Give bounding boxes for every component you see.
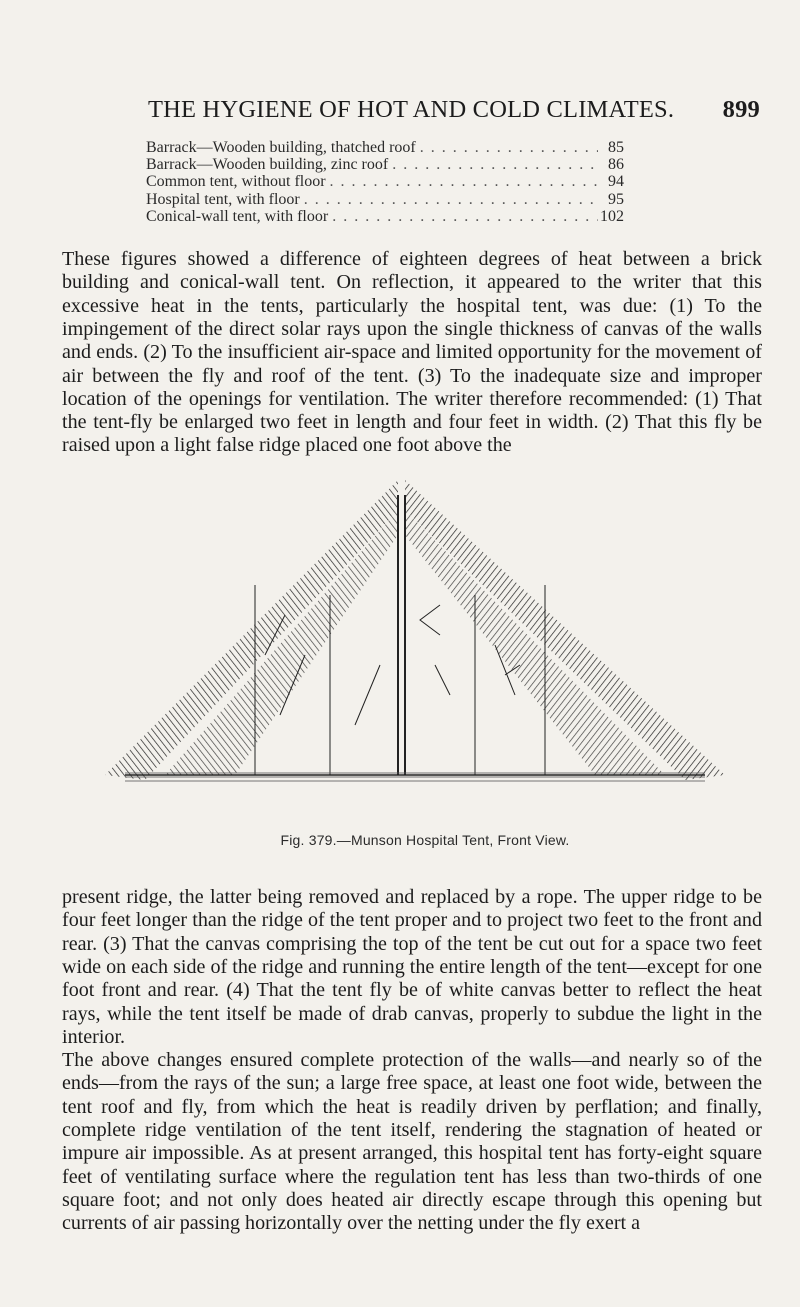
tent-figure [105, 475, 725, 815]
body-paragraph-continuation: present ridge, the latter being removed and replaced by a rope. The upper ridge to be four feet longer than the ridge of the tent proper and to project two feet to the front and rear. (3) That the canvas comprising the top of the tent be cut out for a space two feet wide on each side of the ridge and running the entire length of the tent—except for one foot front and rear. (4) That the tent fly be of white canvas better to reflect the heat rays, while the tent itself be made of drab canvas, properly to subdue the light in the interior. [62, 886, 762, 1048]
hospital-tent-illustration [105, 475, 725, 815]
table-row-value: 95 [608, 190, 624, 208]
table-row [146, 139, 624, 156]
table-row-value: 102 [600, 207, 624, 225]
table-row-value: 94 [608, 173, 624, 191]
table-row [146, 191, 624, 208]
table-row-label: Barrack—Wooden building, thatched roof [146, 139, 416, 156]
table-row-label: Conical-wall tent, with floor [146, 207, 329, 225]
body-paragraph-conclusion: The above changes ensured complete protection of the walls—and nearly so of the ends—from the rays of the sun; a large free space, at least one foot wide, between the tent roof and fly, from which the heat is readily driven by perflation; and finally, complete ridge ventilation of the tent itself, rendering the stagnation of heated or impure air impossible. As at present arranged, this hospital tent has forty-eight square feet of ventilating surface where the regulation tent has less than two-thirds of one square foot; and not only does heated air directly escape through this opening but currents of air passing horizontally over the netting under the fly exert a [62, 1049, 762, 1235]
table-row [146, 208, 624, 225]
leader-dots [328, 208, 598, 225]
table-row-value: 86 [608, 156, 624, 174]
leader-dots [300, 191, 598, 208]
body-paragraph-intro: These figures showed a difference of eighteen degrees of heat between a brick building and conical-wall tent. On reflection, it appeared to the writer that this excessive heat in the tents, particularly the hospital tent, was due: (1) To the impingement of the direct solar rays upon the single thickness of canvas of the walls and ends. (2) To the insufficient air-space and limited opportunity for the movement of air between the fly and roof of the tent. (3) To the inadequate size and improper location of the openings for ventilation. The writer therefore recommended: (1) That the tent-fly be enlarged two feet in length and four feet in width. (2) That this fly be raised upon a light false ridge placed one foot above the [62, 248, 762, 457]
leader-dots [388, 156, 598, 173]
table-row [146, 156, 624, 173]
tent-base [125, 770, 705, 784]
table-row-label: Common tent, without floor [146, 173, 326, 191]
table-row-label: Hospital tent, with floor [146, 190, 300, 208]
temperature-table [146, 139, 624, 225]
leader-dots [416, 139, 598, 156]
figure-caption: Fig. 379.—Munson Hospital Tent, Front View. [280, 832, 570, 848]
chapter-title: THE HYGIENE OF HOT AND COLD CLIMATES. [148, 96, 675, 123]
table-row-value: 85 [608, 139, 624, 156]
page-number: 899 [722, 96, 760, 123]
table-row [146, 173, 624, 190]
table-row-label: Barrack—Wooden building, zinc roof [146, 156, 389, 174]
leader-dots [326, 173, 598, 190]
